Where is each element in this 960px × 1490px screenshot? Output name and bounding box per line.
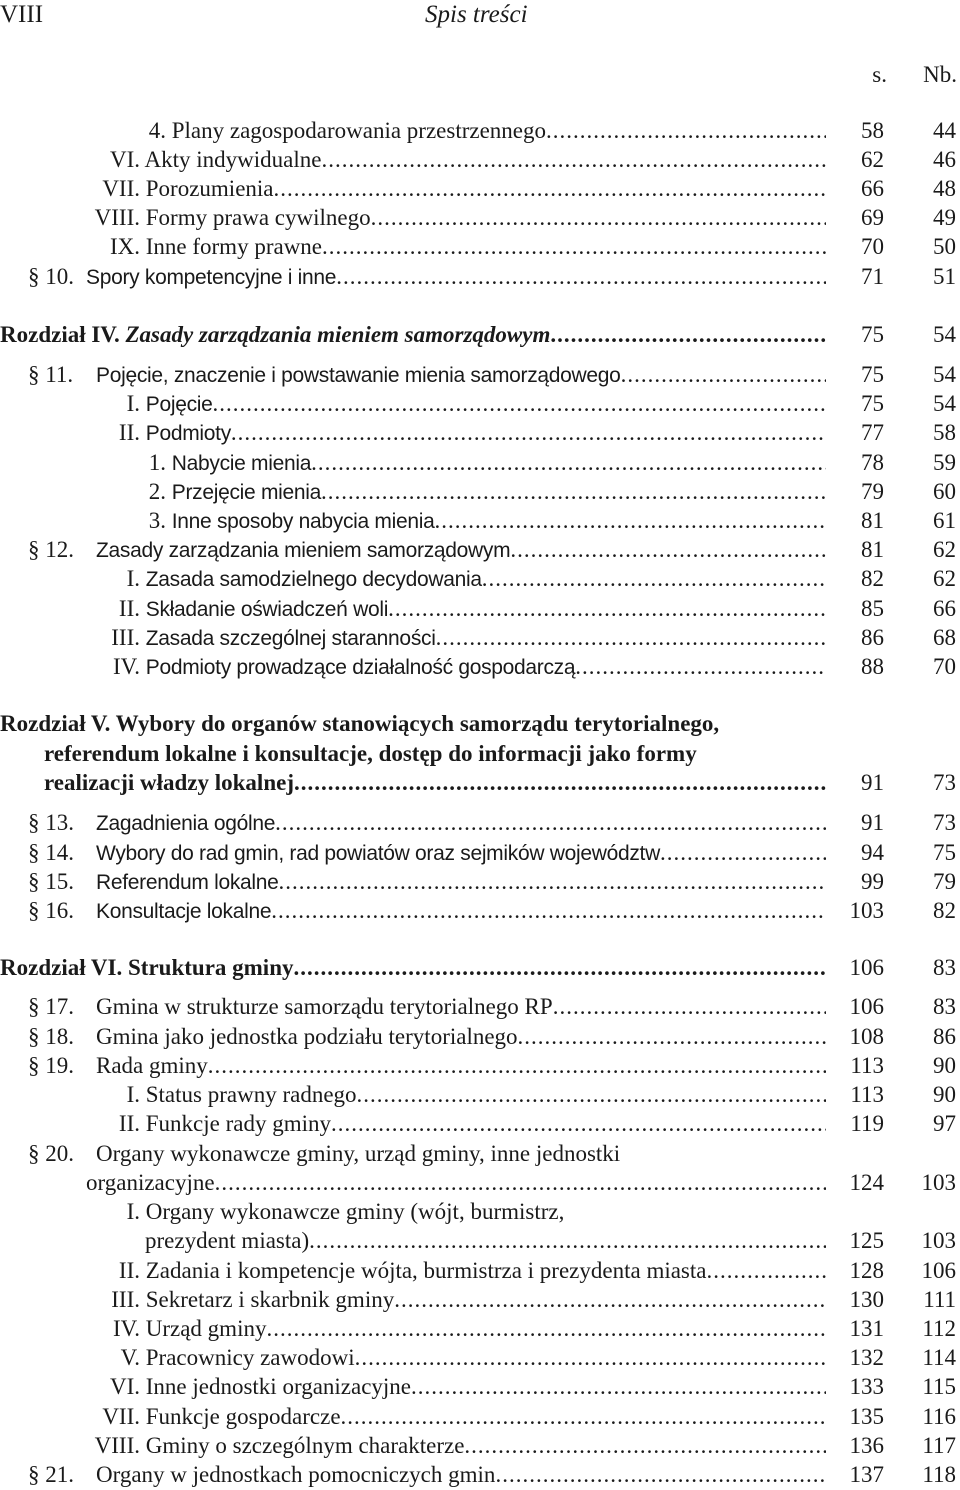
entry-page: 77 [861, 420, 884, 445]
toc-entry [0, 564, 960, 594]
entry-page: 133 [849, 1374, 884, 1399]
toc-entry [0, 116, 960, 146]
chapter-heading [0, 709, 960, 739]
entry-margin-number: 90 [933, 1082, 956, 1107]
entry-page: 137 [849, 1462, 884, 1487]
entry-margin-number: 118 [922, 1462, 956, 1487]
entry-page: 69 [861, 205, 884, 230]
toc-entry [0, 232, 960, 262]
entry-number: § 12. [28, 537, 74, 562]
toc-entry [0, 1372, 960, 1402]
chapter-heading [0, 953, 960, 983]
entry-number: VIII. [94, 205, 140, 230]
chapter-title: referendum lokalne i konsultacje, dostęp do informacji jako formy [44, 741, 697, 766]
chapter-heading-continued [0, 739, 960, 769]
entry-title: Plany zagospodarowania przestrzennego [171, 118, 546, 143]
chapter-number: Rozdział VI. [0, 955, 123, 980]
entry-page: 94 [861, 840, 884, 865]
entry-title: Rada gminy [96, 1053, 208, 1078]
entry-title: Referendum lokalne [96, 871, 279, 894]
entry-title: Inne formy prawne [145, 234, 323, 259]
toc-entry [0, 1402, 960, 1432]
entry-margin-number: 106 [921, 1258, 956, 1283]
entry-number: III. [111, 1287, 140, 1312]
entry-title: Gmina jako jednostka podziału terytorialnego [96, 1024, 518, 1049]
entry-margin-number: 62 [933, 566, 956, 591]
entry-page: 135 [849, 1404, 884, 1429]
entry-page: 128 [849, 1258, 884, 1283]
chapter-number: Rozdział IV. [0, 322, 120, 347]
toc-entry [0, 1139, 960, 1169]
entry-margin-number: 114 [922, 1345, 956, 1370]
entry-title: Zagadnienia ogólne [96, 812, 276, 835]
entry-margin-number: 66 [933, 596, 956, 621]
entry-title: Akty indywidualne [144, 147, 322, 172]
entry-page: 106 [849, 955, 884, 980]
entry-number: III. [111, 625, 140, 650]
toc-entry [0, 506, 960, 536]
toc-entry [0, 1343, 960, 1373]
entry-page: 62 [861, 147, 884, 172]
toc-entry [0, 1314, 960, 1344]
toc-entry [0, 867, 960, 897]
entry-page: 86 [861, 625, 884, 650]
entry-number: § 15. [28, 869, 74, 894]
chapter-title: Zasady zarządzania mieniem samorządowym [125, 322, 551, 347]
entry-page: 75 [861, 362, 884, 387]
entry-number: II. [118, 1111, 140, 1136]
entry-title: Inne sposoby nabycia mienia [171, 510, 435, 533]
entry-title: Nabycie mienia [171, 452, 312, 475]
entry-margin-number: 103 [921, 1228, 956, 1253]
chapter-heading [0, 320, 960, 350]
entry-number: II. [118, 420, 140, 445]
toc-entry [0, 389, 960, 419]
entry-title: Przejęcie mienia [171, 481, 322, 504]
entry-page: 81 [861, 537, 884, 562]
entry-page: 70 [861, 234, 884, 259]
entry-page: 81 [861, 508, 884, 533]
toc-entry [0, 652, 960, 682]
entry-page: 88 [861, 654, 884, 679]
chapter-heading-continued [0, 768, 960, 798]
entry-title: Gminy o szczególnym charakterze [145, 1433, 465, 1458]
toc-entry [0, 1022, 960, 1052]
entry-margin-number: 103 [921, 1170, 956, 1195]
entry-margin-number: 59 [933, 450, 956, 475]
entry-title: Spory kompetencyjne i inne [86, 266, 337, 289]
entry-margin-number: 44 [933, 118, 956, 143]
entry-page: 113 [850, 1082, 884, 1107]
entry-page: 113 [850, 1053, 884, 1078]
entry-number: § 10. [28, 264, 74, 289]
entry-title: Pojęcie [145, 393, 213, 416]
entry-margin-number: 70 [933, 654, 956, 679]
entry-page: 106 [849, 994, 884, 1019]
entry-title: prezydent miasta) [145, 1228, 310, 1253]
toc-entry [0, 992, 960, 1022]
running-title: Spis treści [425, 1, 528, 28]
entry-page: 75 [861, 322, 884, 347]
toc-entry [0, 1460, 960, 1490]
entry-margin-number: 111 [923, 1287, 956, 1312]
toc-entry-continued [0, 1226, 960, 1256]
entry-margin-number: 50 [933, 234, 956, 259]
entry-title: Wybory do rad gmin, rad powiatów oraz sejmików województw [96, 842, 660, 865]
toc-entry [0, 145, 960, 175]
entry-margin-number: 49 [933, 205, 956, 230]
entry-number: § 19. [28, 1053, 74, 1078]
toc-entry [0, 1256, 960, 1286]
entry-margin-number: 73 [933, 770, 956, 795]
entry-margin-number: 116 [922, 1404, 956, 1429]
toc-entry [0, 808, 960, 838]
entry-page: 91 [861, 810, 884, 835]
toc-entry [0, 418, 960, 448]
entry-number: I. [126, 391, 140, 416]
entry-number: 3. [148, 508, 166, 533]
entry-margin-number: 54 [933, 322, 956, 347]
entry-margin-number: 90 [933, 1053, 956, 1078]
entry-title: Status prawny radnego [145, 1082, 357, 1107]
entry-margin-number: 61 [933, 508, 956, 533]
entry-number: § 18. [28, 1024, 74, 1049]
entry-margin-number: 54 [933, 391, 956, 416]
entry-number: 1. [148, 450, 166, 475]
entry-number: I. [126, 1199, 140, 1224]
toc-entry [0, 1051, 960, 1081]
entry-title: Pracownicy zawodowi [145, 1345, 355, 1370]
toc-entry [0, 594, 960, 624]
entry-title: Gmina w strukturze samorządu terytorialnego RP [96, 994, 553, 1019]
entry-page: 58 [861, 118, 884, 143]
column-header-page: s. [872, 62, 887, 87]
toc-entry [0, 896, 960, 926]
entry-page: 75 [861, 391, 884, 416]
entry-margin-number: 58 [933, 420, 956, 445]
entry-page: 78 [861, 450, 884, 475]
entry-page: 108 [849, 1024, 884, 1049]
entry-page: 99 [861, 869, 884, 894]
entry-number: VII. [102, 1404, 140, 1429]
entry-title: Podmioty [145, 422, 231, 445]
entry-page: 71 [861, 264, 884, 289]
chapter-title: Wybory do organów stanowiących samorządu terytorialnego, [115, 711, 720, 736]
entry-number: 4. [148, 118, 166, 143]
entry-number: IX. [109, 234, 140, 259]
entry-title: Zasady zarządzania mieniem samorządowym [96, 539, 511, 562]
toc-entry [0, 1197, 960, 1227]
entry-title: Zasada samodzielnego decydowania [145, 568, 482, 591]
chapter-title: Struktura gminy [128, 955, 294, 980]
entry-page: 103 [849, 898, 884, 923]
column-header-margin-number: Nb. [923, 62, 957, 87]
entry-page: 130 [849, 1287, 884, 1312]
entry-margin-number: 54 [933, 362, 956, 387]
entry-margin-number: 48 [933, 176, 956, 201]
page-number: VIII [0, 1, 44, 28]
entry-title: Organy wykonawcze gminy (wójt, burmistrz, [145, 1199, 565, 1224]
entry-title: Organy wykonawcze gminy, urząd gminy, inne jednostki [96, 1141, 621, 1166]
entry-page: 79 [861, 479, 884, 504]
entry-margin-number: 83 [933, 955, 956, 980]
chapter-title: realizacji władzy lokalnej [44, 770, 294, 795]
entry-number: § 21. [28, 1462, 74, 1487]
entry-title: Formy prawa cywilnego [145, 205, 371, 230]
entry-title: organizacyjne [86, 1170, 215, 1195]
entry-page: 66 [861, 176, 884, 201]
entry-page: 82 [861, 566, 884, 591]
toc-entry [0, 1431, 960, 1461]
entry-number: VII. [102, 176, 140, 201]
entry-title: Podmioty prowadzące działalność gospodarczą [145, 656, 576, 679]
entry-number: § 13. [28, 810, 74, 835]
entry-number: § 11. [28, 362, 74, 387]
entry-number: V. [120, 1345, 140, 1370]
entry-title: Funkcje rady gminy [145, 1111, 331, 1136]
entry-margin-number: 112 [922, 1316, 956, 1341]
toc-entry [0, 535, 960, 565]
entry-margin-number: 62 [933, 537, 956, 562]
entry-page: 132 [849, 1345, 884, 1370]
entry-number: VIII. [94, 1433, 140, 1458]
entry-title: Zadania i kompetencje wójta, burmistrza i prezydenta miasta [145, 1258, 707, 1283]
entry-title: Pojęcie, znaczenie i powstawanie mienia samorządowego [96, 364, 621, 387]
entry-margin-number: 117 [922, 1433, 956, 1458]
entry-title: Urząd gminy [145, 1316, 267, 1341]
entry-page: 85 [861, 596, 884, 621]
toc-entry [0, 623, 960, 653]
entry-margin-number: 82 [933, 898, 956, 923]
entry-title: Organy w jednostkach pomocniczych gmin [96, 1462, 496, 1487]
toc-entry [0, 477, 960, 507]
entry-margin-number: 68 [933, 625, 956, 650]
chapter-number: Rozdział V. [0, 711, 111, 736]
entry-page: 91 [861, 770, 884, 795]
entry-number: II. [118, 596, 140, 621]
entry-margin-number: 46 [933, 147, 956, 172]
entry-page: 124 [849, 1170, 884, 1195]
entry-page: 136 [849, 1433, 884, 1458]
entry-number: I. [126, 1082, 140, 1107]
entry-number: VI. [109, 147, 140, 172]
entry-margin-number: 60 [933, 479, 956, 504]
entry-margin-number: 83 [933, 994, 956, 1019]
entry-title: Porozumienia [145, 176, 274, 201]
entry-page: 125 [849, 1228, 884, 1253]
entry-margin-number: 75 [933, 840, 956, 865]
entry-title: Zasada szczególnej staranności [145, 627, 436, 650]
entry-number: II. [118, 1258, 140, 1283]
entry-title: Sekretarz i skarbnik gminy [145, 1287, 395, 1312]
entry-number: § 16. [28, 898, 74, 923]
entry-number: I. [126, 566, 140, 591]
toc-entry [0, 448, 960, 478]
toc-entry [0, 1109, 960, 1139]
toc-entry [0, 174, 960, 204]
entry-number: § 14. [28, 840, 74, 865]
entry-page: 119 [850, 1111, 884, 1136]
entry-margin-number: 97 [933, 1111, 956, 1136]
entry-margin-number: 86 [933, 1024, 956, 1049]
entry-title: Konsultacje lokalne [96, 900, 272, 923]
entry-margin-number: 51 [933, 264, 956, 289]
entry-title: Składanie oświadczeń woli [145, 598, 389, 621]
toc-entry [0, 360, 960, 390]
entry-title: Funkcje gospodarcze [145, 1404, 341, 1429]
entry-margin-number: 115 [922, 1374, 956, 1399]
toc-entry [0, 1080, 960, 1110]
toc-entry [0, 262, 960, 292]
entry-number: VI. [109, 1374, 140, 1399]
toc-entry-continued [0, 1168, 960, 1198]
toc-entry [0, 838, 960, 868]
entry-number: § 20. [28, 1141, 74, 1166]
entry-number: § 17. [28, 994, 74, 1019]
entry-margin-number: 79 [933, 869, 956, 894]
toc-entry [0, 1285, 960, 1315]
entry-number: IV. [112, 654, 140, 679]
entry-number: IV. [112, 1316, 140, 1341]
entry-title: Inne jednostki organizacyjne [145, 1374, 412, 1399]
entry-margin-number: 73 [933, 810, 956, 835]
toc-entry [0, 203, 960, 233]
entry-page: 131 [849, 1316, 884, 1341]
entry-number: 2. [148, 479, 166, 504]
